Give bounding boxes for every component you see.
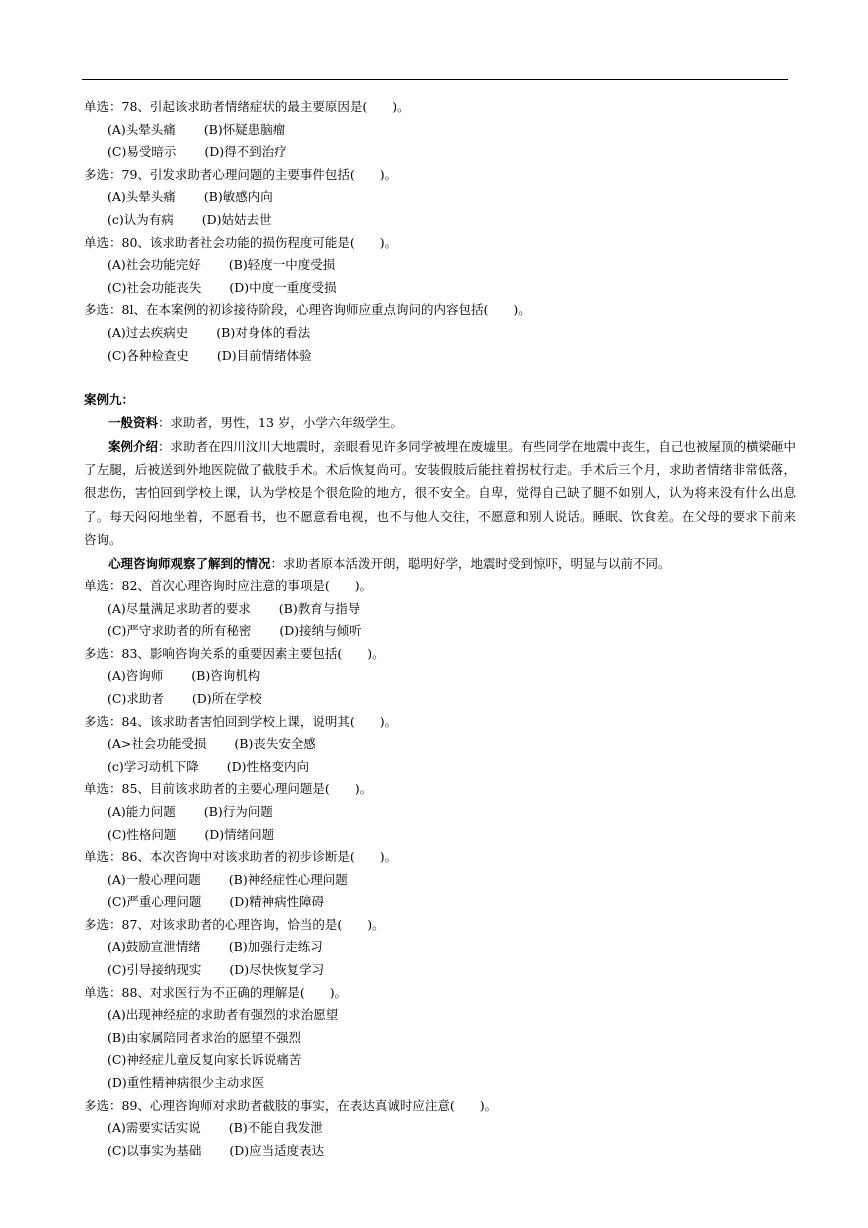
answer-option: (D)目前情绪体验 [216, 347, 312, 363]
question-stem: 单选：78、引起该求助者情绪症状的最主要原因是( )。 [84, 99, 410, 114]
answer-option: (A)出现神经症的求助者有强烈的求治愿望 [107, 1007, 339, 1023]
answer-option: (B)由家属陪同者求治的愿望不强烈 [107, 1029, 301, 1045]
question-stem: 多选：8l、在本案例的初诊接待阶段，心理咨询师应重点询问的内容包括( )。 [84, 302, 531, 318]
answer-option: (A>社会功能受损 [107, 736, 207, 752]
answer-option: (C)社会功能丧失 [107, 279, 202, 295]
answer-option: (c)学习动机下降 [107, 758, 199, 774]
answer-option: (D)中度一重度受损 [229, 279, 337, 295]
answer-option: (D)接纳与倾听 [279, 623, 362, 639]
question-stem: 单选：82、首次心理咨询时应注意的事项是( )。 [84, 577, 373, 593]
option-row [84, 891, 796, 914]
general-label: 一般资料 [108, 415, 159, 431]
intro-text: ：求助者在四川汶川大地震时，亲眼看见许多同学被埋在废墟里。有些同学在地震中丧生，自己也被屋顶的横梁砸中了左腿，后被送到外地医院做了截肢手术。术后恢复尚可。安装假肢后能拄着拐杖行走。手术后三个月，求助者情绪非常低落，很悲伤，害怕回到学校上课，认为学校是个很危险的地方，很不安全。自卑，觉得自己缺了腿不如别人，认为将来没有什么出息了。每天闷闷地坐着，不愿看书，也不愿意看电视，也不与他人交往，不愿意和别人说话。睡眠、饮食差。在父母的要求下前来咨询。 [84, 438, 796, 548]
answer-option: (B)敏感内向 [203, 189, 273, 205]
answer-option: (D)姑姑去世 [201, 211, 272, 227]
answer-option: (B)怀疑患脑瘤 [203, 121, 286, 137]
answer-option: (B)不能自我发泄 [228, 1120, 323, 1136]
answer-option: (A)能力问题 [107, 803, 176, 819]
answer-option: (B)行为问题 [203, 803, 273, 819]
option-row [84, 141, 796, 164]
answer-option: (D)所在学校 [191, 690, 262, 706]
option-row [84, 186, 796, 209]
answer-option: (C)以事实为基础 [107, 1142, 202, 1158]
observation-label: 心理咨询师观察了解到的情况 [108, 555, 271, 571]
option-row [84, 936, 796, 959]
question-block-1 [84, 96, 796, 367]
answer-option: (A)过去疾病史 [107, 324, 189, 340]
question-stem: 多选：87、对该求助者的心理咨询，恰当的是( )。 [84, 916, 385, 932]
answer-option: (A)需要实话实说 [107, 1120, 201, 1136]
answer-option: (B)轻度一中度受损 [228, 257, 336, 273]
answer-option: (B)咨询机构 [191, 668, 261, 684]
option-row [84, 322, 796, 345]
answer-option: (c)认为有病 [107, 211, 174, 227]
question-stem: 单选：86、本次咨询中对该求助者的初步诊断是( )。 [84, 849, 398, 865]
answer-option: (B)对身体的看法 [216, 324, 311, 340]
question-stem: 多选：89、心理咨询师对求助者截肢的事实，在表达真诚时应注意( )。 [84, 1097, 498, 1113]
answer-option: (A)头晕头痛 [107, 189, 176, 205]
case-intro [84, 435, 796, 552]
observation-text: ：求助者原本活泼开朗，聪明好学，地震时受到惊吓，明显与以前不同。 [270, 555, 671, 571]
question-stem: 多选：83、影响咨询关系的重要因素主要包括( )。 [84, 645, 385, 661]
option-row [84, 277, 796, 300]
answer-option: (A)社会功能完好 [107, 257, 201, 273]
option-row [84, 1140, 796, 1163]
general-text: ：求助者，男性，13 岁，小学六年级学生。 [158, 415, 403, 431]
option-row [84, 1049, 796, 1072]
answer-option: (A)一般心理问题 [107, 871, 201, 887]
answer-option: (D)尽快恢复学习 [229, 962, 325, 978]
option-row [84, 209, 796, 232]
answer-option: (C)性格问题 [107, 826, 177, 842]
question-block-2 [84, 575, 796, 1162]
question-stem: 多选：79、引发求助者心理问题的主要事件包括( )。 [84, 166, 398, 182]
option-row [84, 254, 796, 277]
option-row [84, 801, 796, 824]
question-stem: 单选：85、目前该求助者的主要心理问题是( )。 [84, 781, 373, 797]
answer-option: (D)性格变内向 [226, 758, 310, 774]
question-stem: 单选：80、该求助者社会功能的损伤程度可能是( )。 [84, 234, 398, 250]
option-row [84, 1027, 796, 1050]
answer-option: (C)严守求助者的所有秘密 [107, 623, 252, 639]
answer-option: (C)引导接纳现实 [107, 962, 202, 978]
option-row [84, 959, 796, 982]
answer-option: (B)教育与指导 [278, 600, 361, 616]
header-rule [82, 79, 788, 80]
question-stem: 单选：88、对求医行为不正确的理解是( )。 [84, 984, 348, 1000]
option-row [84, 1117, 796, 1140]
page-content [84, 96, 796, 1162]
general-info [84, 411, 796, 434]
answer-option: (C)易受暗示 [107, 144, 177, 160]
option-row [84, 869, 796, 892]
question-stem: 多选：84、该求助者害怕回到学校上课，说明其( )。 [84, 713, 398, 729]
answer-option: (A)鼓励宣泄情绪 [107, 939, 201, 955]
answer-option: (D)情绪问题 [204, 826, 275, 842]
option-row [84, 824, 796, 847]
answer-option: (D)精神病性障碍 [229, 894, 325, 910]
option-row [84, 688, 796, 711]
option-row [84, 620, 796, 643]
answer-option: (B)神经症性心理问题 [228, 871, 348, 887]
answer-option: (D)得不到治疗 [204, 144, 287, 160]
option-row [84, 733, 796, 756]
option-row [84, 119, 796, 142]
spacer [84, 367, 796, 389]
answer-option: (D)重性精神病很少主动求医 [107, 1075, 265, 1091]
answer-option: (D)应当适度表达 [229, 1142, 325, 1158]
answer-option: (A)咨询师 [107, 668, 164, 684]
case-heading: 案例九： [84, 392, 135, 408]
answer-option: (C)各种检查史 [107, 347, 189, 363]
option-row [84, 1004, 796, 1027]
answer-option: (C)严重心理问题 [107, 894, 202, 910]
option-row [84, 756, 796, 779]
counselor-observation [84, 552, 796, 575]
answer-option: (C)神经症儿童反复向家长诉说痛苦 [107, 1052, 302, 1068]
intro-label: 案例介绍 [108, 438, 159, 454]
answer-option: (B)加强行走练习 [228, 939, 323, 955]
answer-option: (C)求助者 [107, 690, 164, 706]
answer-option: (A)尽量满足求助者的要求 [107, 600, 251, 616]
answer-option: (B)丧失安全感 [234, 736, 316, 752]
option-row [84, 345, 796, 368]
option-row [84, 598, 796, 621]
option-row [84, 1072, 796, 1095]
option-row [84, 665, 796, 688]
answer-option: (A)头晕头痛 [107, 121, 176, 137]
